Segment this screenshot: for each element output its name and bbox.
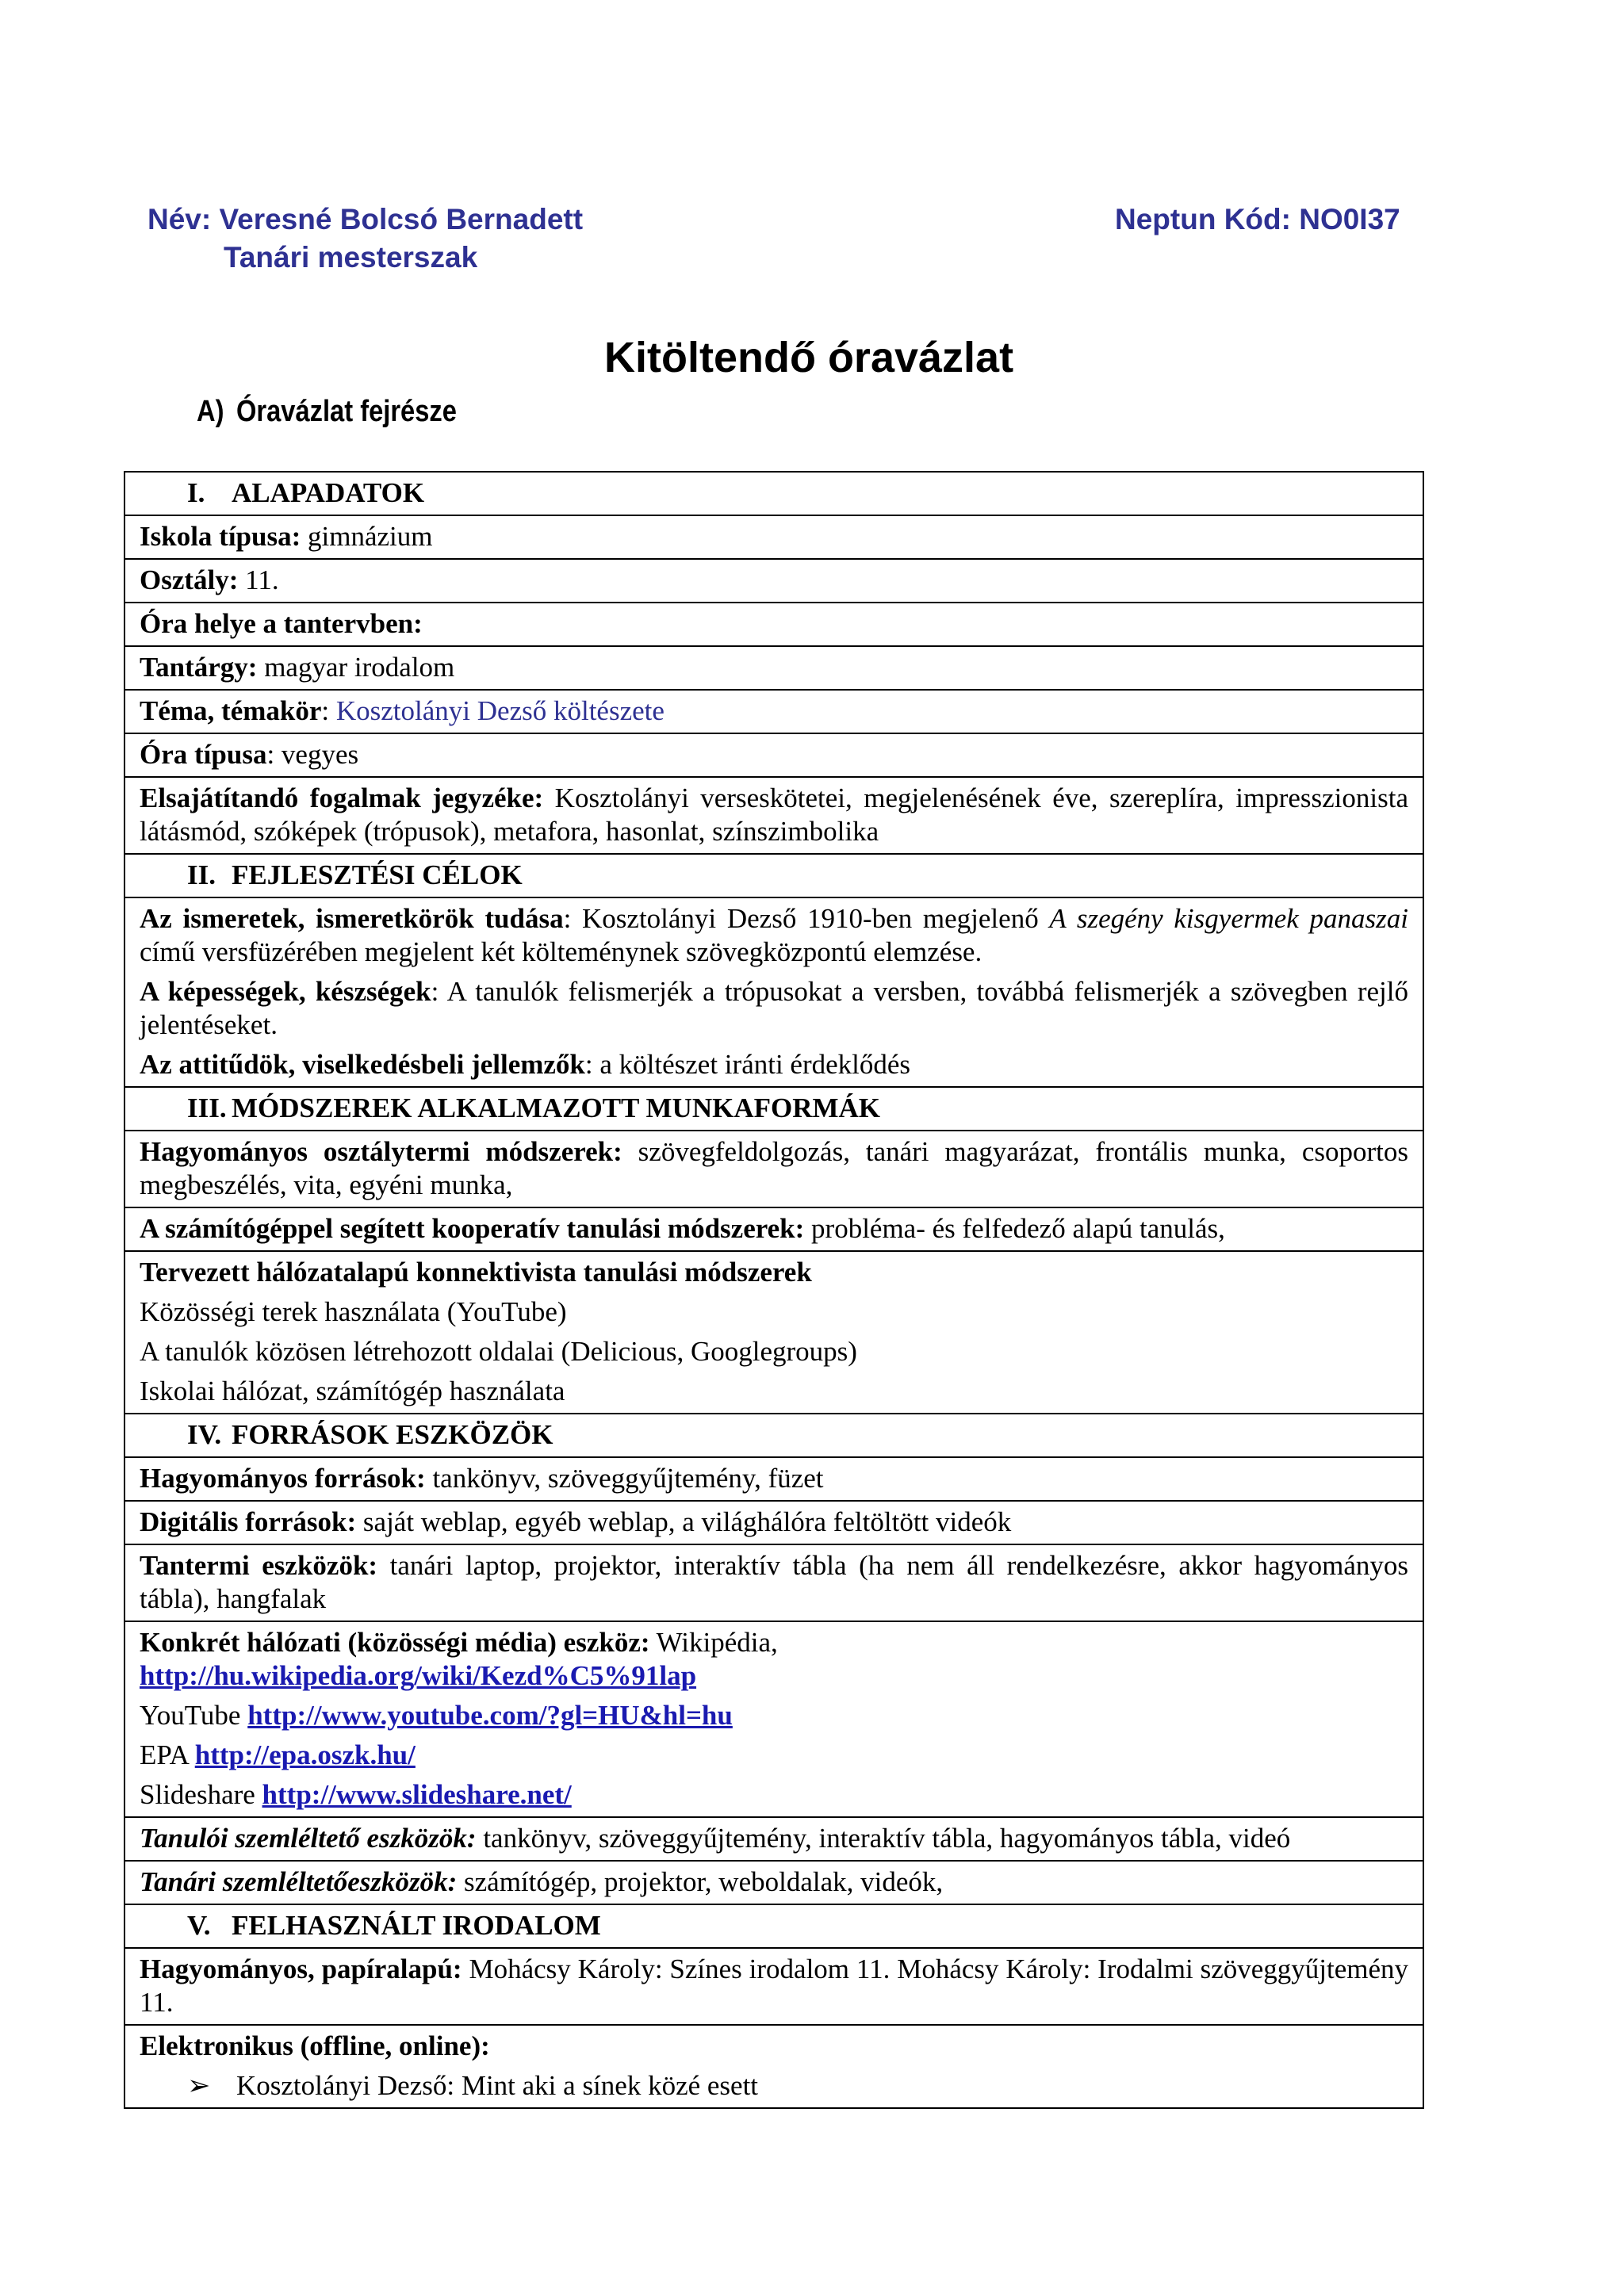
field-value: Mohácsy Károly: Színes irodalom 11. Mohácsy Károly: Irodalmi szöveggyűjtemény 11.: [140, 1954, 1409, 2018]
field-label: Tanári szemléltetőeszközök:: [140, 1866, 458, 1897]
section-heading-2: [125, 853, 1423, 897]
lesson-plan-table: [124, 471, 1424, 2109]
list-item: Iskolai hálózat, számítógép használata: [140, 1376, 565, 1406]
field-label: Digitális források:: [140, 1506, 357, 1537]
section-heading-3: [125, 1086, 1423, 1130]
row-student-tools: [125, 1816, 1423, 1860]
network-slideshare: [140, 1778, 1408, 1812]
field-label: Az ismeretek, ismeretkörök tudása: [140, 903, 564, 934]
field-label: Osztály:: [140, 564, 239, 595]
field-label: Hagyományos osztálytermi módszerek:: [140, 1136, 622, 1167]
neptun-code: Neptun Kód: NO0I37: [1115, 203, 1400, 235]
wikipedia-link[interactable]: http://hu.wikipedia.org/wiki/Kezd%C5%91lap: [140, 1660, 697, 1691]
row-lesson-type: [125, 733, 1423, 776]
field-label: Konkrét hálózati (közösségi média) eszköz:: [140, 1627, 650, 1658]
section-heading-5: [125, 1904, 1423, 1947]
field-separator: :: [321, 695, 336, 726]
section-heading-1: [125, 473, 1423, 515]
section-number: V.: [187, 1910, 211, 1941]
row-cooperative-methods: [125, 1207, 1423, 1250]
section-number: IV.: [187, 1419, 222, 1450]
field-label: [140, 2030, 1408, 2063]
list-item: A tanulók közösen létrehozott oldalai (Delicious, Googlegroups): [140, 1336, 857, 1367]
goal-attitudes: [140, 1048, 1408, 1081]
field-value: tanári laptop, projektor, interaktív tábla (ha nem áll rendelkezésre, akkor hagyományos tábla), hangfalak: [140, 1550, 1409, 1614]
field-value: szövegfeldolgozás, tanári magyarázat, frontális munka, csoportos megbeszélés, vita, egyéni munka,: [140, 1136, 1408, 1200]
section-subtitle: [197, 395, 457, 429]
list-item-text: Kosztolányi Dezső: Mint aki a sínek közé esett: [236, 2070, 759, 2101]
field-value: tankönyv, szöveggyűjtemény, interaktív tábla, hagyományos tábla, videó: [476, 1823, 1291, 1854]
row-paper-literature: [125, 1947, 1423, 2024]
youtube-link[interactable]: http://www.youtube.com/?gl=HU&hl=hu: [247, 1700, 733, 1731]
field-label: A számítógéppel segített kooperatív tanulási módszerek:: [140, 1213, 805, 1244]
field-value: 11.: [238, 564, 279, 595]
field-value: Kosztolányi verseskötetei, megjelenésének éve, szereplíra, impresszionista látásmód, szóképek (trópusok), metafora, hasonlat, színszimbolika: [140, 783, 1408, 847]
row-class: [125, 558, 1423, 602]
work-title: A szegény kisgyermek panaszai: [1049, 903, 1408, 934]
subtitle-label: A): [197, 395, 224, 428]
field-value: tankönyv, szöveggyűjtemény, füzet: [425, 1463, 824, 1494]
row-traditional-methods: [125, 1130, 1423, 1207]
field-value: : Kosztolányi Dezső 1910-ben megjelenő: [563, 903, 1050, 934]
network-wikipedia: [140, 1626, 1408, 1693]
row-subject: [125, 645, 1423, 689]
field-value: Kosztolányi Dezső költészete: [335, 695, 665, 726]
section-number: I.: [187, 477, 205, 508]
section-number: II.: [187, 859, 216, 890]
row-concepts: [125, 776, 1423, 853]
subtitle-text: Óravázlat fejrésze: [236, 395, 457, 428]
program-name: Tanári mesterszak: [224, 241, 478, 274]
network-youtube: [140, 1699, 1408, 1732]
field-label: Hagyományos források:: [140, 1463, 426, 1494]
row-goals: [125, 897, 1423, 1086]
field-label: A képességek, készségek: [140, 976, 431, 1007]
row-electronic-literature: [125, 2024, 1423, 2107]
row-teacher-tools: [125, 1860, 1423, 1904]
goal-skills: [140, 975, 1408, 1042]
field-value: YouTube: [140, 1700, 248, 1731]
field-label: Óra típusa: [140, 739, 267, 770]
field-label: Az attitűdök, viselkedésbeli jellemzők: [140, 1049, 585, 1080]
section-title: FELHASZNÁLT IRODALOM: [232, 1910, 601, 1941]
section-title: ALAPADATOK: [232, 477, 425, 508]
arrow-bullet-icon: ➢: [187, 2070, 211, 2101]
field-label: Tanulói szemléltető eszközök:: [140, 1823, 477, 1854]
row-traditional-sources: [125, 1456, 1423, 1500]
field-value: : vegyes: [266, 739, 359, 770]
author-name: Név: Veresné Bolcsó Bernadett: [147, 203, 584, 235]
page-title: Kitöltendő óravázlat: [604, 334, 1014, 381]
row-school-type: [125, 515, 1423, 558]
section-title: FORRÁSOK ESZKÖZÖK: [232, 1419, 553, 1450]
row-connectivist-methods: [125, 1250, 1423, 1413]
field-label: Hagyományos, papíralapú:: [140, 1954, 462, 1984]
row-curriculum-place: [125, 602, 1423, 645]
list-item: Közösségi terek használata (YouTube): [140, 1296, 567, 1327]
field-value: magyar irodalom: [257, 652, 455, 683]
row-classroom-tools: [125, 1544, 1423, 1621]
field-label-text: Elektronikus (offline, online):: [140, 2030, 490, 2061]
field-label: Óra helye a tantervben:: [140, 608, 423, 639]
field-value: Wikipédia,: [649, 1627, 778, 1658]
row-digital-sources: [125, 1500, 1423, 1544]
row-network-tools: [125, 1621, 1423, 1816]
field-value: gimnázium: [301, 521, 433, 552]
field-label: Tantermi eszközök:: [140, 1550, 378, 1581]
section-title: MÓDSZEREK ALKALMAZOTT MUNKAFORMÁK: [232, 1093, 881, 1123]
section-number: III.: [187, 1093, 227, 1123]
epa-link[interactable]: http://epa.oszk.hu/: [194, 1739, 416, 1770]
field-value: : a költészet iránti érdeklődés: [584, 1049, 911, 1080]
field-value: saját weblap, egyéb weblap, a világhálóra feltöltött videók: [356, 1506, 1012, 1537]
field-value: : A tanulók felismerjék a trópusokat a versben, továbbá felismerjék a szövegben rejlő jelentéseket.: [140, 976, 1408, 1040]
list-item: [140, 2069, 1408, 2103]
field-label: Elsajátítandó fogalmak jegyzéke:: [140, 783, 544, 813]
section-title: FEJLESZTÉSI CÉLOK: [232, 859, 523, 890]
field-label: Tantárgy:: [140, 652, 258, 683]
field-value: EPA: [140, 1739, 195, 1770]
field-label: Téma, témakör: [140, 695, 322, 726]
network-epa: [140, 1739, 1408, 1772]
field-value: Slideshare: [140, 1779, 262, 1810]
field-label-text: Tervezett hálózatalapú konnektivista tanulási módszerek: [140, 1257, 812, 1288]
goal-knowledge: [140, 902, 1408, 969]
slideshare-link[interactable]: http://www.slideshare.net/: [262, 1779, 572, 1810]
field-value: probléma- és felfedező alapú tanulás,: [804, 1213, 1225, 1244]
row-topic: [125, 689, 1423, 733]
field-label: [140, 1256, 1408, 1289]
field-value: számítógép, projektor, weboldalak, videók,: [457, 1866, 944, 1897]
field-label: Iskola típusa:: [140, 521, 301, 552]
field-value: című versfüzérében megjelent két költeménynek szövegközpontú elemzése.: [140, 936, 982, 967]
section-heading-4: [125, 1413, 1423, 1456]
